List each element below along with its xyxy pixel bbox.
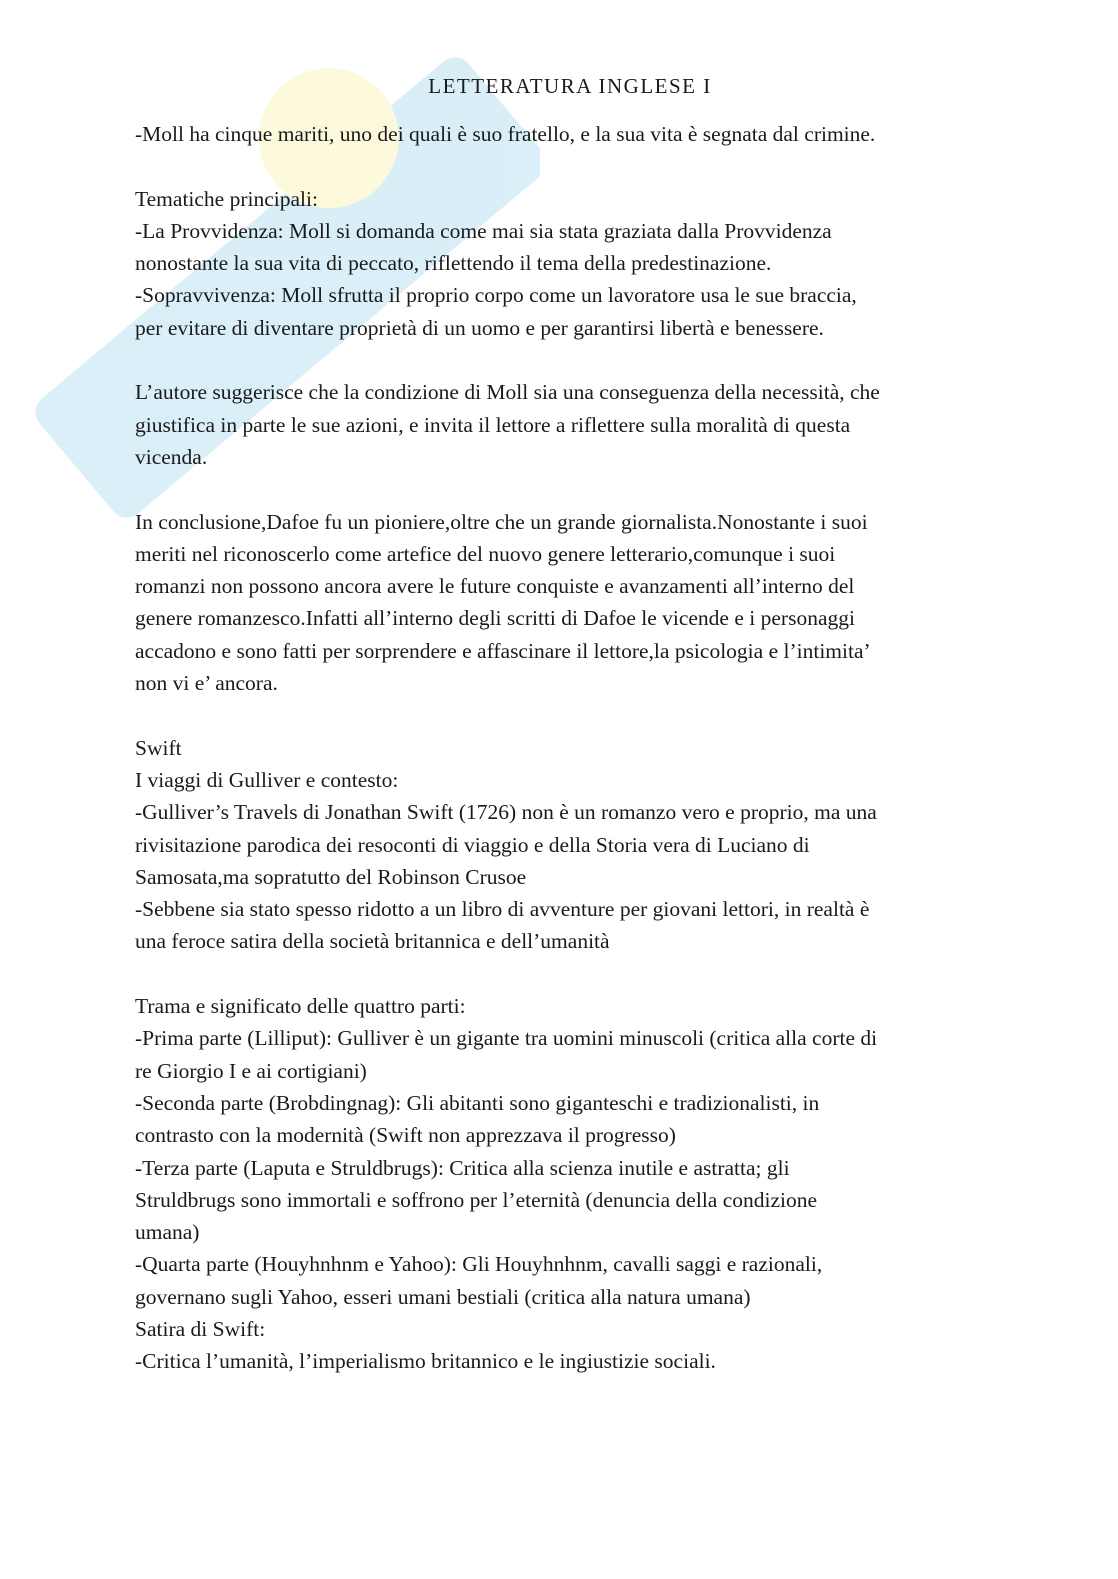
paragraph-moll-husbands [135,118,995,150]
section-heading: Swift [135,735,182,760]
text-line: -Moll ha cinque mariti, uno dei quali è suo fratello, e la sua vita è segnata dal crimine. [135,122,876,146]
paragraph-main-themes [135,183,995,344]
text-line: Samosata,ma sopratutto del Robinson Crusoe [135,864,527,889]
text-line: genere romanzesco.Infatti all’interno degli scritti di Dafoe le vicende e i personaggi [135,606,855,631]
document-page [135,70,995,1378]
subsection-heading: I viaggi di Gulliver e contesto: [135,767,399,792]
text-line: -Terza parte (Laputa e Struldbrugs): Critica alla scienza inutile e astratta; gli [135,1155,790,1180]
text-line: L’autore suggerisce che la condizione di Moll sia una conseguenza della necessità, che [135,380,880,405]
text-line: -Sebbene sia stato spesso ridotto a un libro di avventure per giovani lettori, in realtà è [135,897,870,922]
text-line: -Seconda parte (Brobdingnag): Gli abitanti sono giganteschi e tradizionalisti, in [135,1090,820,1115]
text-line: -La Provvidenza: Moll si domanda come mai sia stata graziata dalla Provvidenza [135,218,832,243]
text-line: umana) [135,1220,200,1245]
page-title: LETTERATURA INGLESE I [428,74,712,98]
text-line: accadono e sono fatti per sorprendere e affascinare il lettore,la psicologia e l’intimita’ [135,638,871,663]
text-line: giustifica in parte le sue azioni, e invita il lettore a riflettere sulla moralità di questa [135,412,851,437]
text-line: Struldbrugs sono immortali e soffrono per l’eternità (denuncia della condizione [135,1187,818,1212]
text-line: vicenda. [135,444,208,469]
text-line: -Gulliver’s Travels di Jonathan Swift (1726) non è un romanzo vero e proprio, ma una [135,800,877,825]
text-line: nonostante la sua vita di peccato, riflettendo il tema della predestinazione. [135,251,772,276]
text-line: per evitare di diventare proprietà di un uomo e per garantirsi libertà e benessere. [135,315,824,340]
text-line: una feroce satira della società britannica e dell’umanità [135,929,610,954]
text-line: rivisitazione parodica dei resoconti di viaggio e della Storia vera di Luciano di [135,832,810,857]
text-line: contrasto con la modernità (Swift non apprezzava il progresso) [135,1123,676,1148]
section-swift [135,732,995,958]
text-line: -Sopravvivenza: Moll sfrutta il proprio corpo come un lavoratore usa le sue braccia, [135,283,857,308]
text-line: governano sugli Yahoo, esseri umani bestiali (critica alla natura umana) [135,1284,751,1309]
text-line: -Quarta parte (Houyhnhnm e Yahoo): Gli Houyhnhnm, cavalli saggi e razionali, [135,1252,823,1277]
subsection-heading: Trama e significato delle quattro parti: [135,994,466,1019]
text-line: -Critica l’umanità, l’imperialismo britannico e le ingiustizie sociali. [135,1349,716,1374]
text-line: non vi e’ ancora. [135,671,278,696]
section-plot-four-parts [135,990,995,1378]
subsection-heading: Satira di Swift: [135,1316,266,1341]
paragraph-author-suggests [135,376,995,473]
paragraph-conclusion [135,506,995,700]
section-heading: Tematiche principali: [135,186,318,211]
text-line: -Prima parte (Lilliput): Gulliver è un gigante tra uomini minuscoli (critica alla corte di [135,1026,878,1051]
text-line: In conclusione,Dafoe fu un pioniere,oltre che un grande giornalista.Nonostante i suoi [135,509,868,534]
text-line: romanzi non possono ancora avere le future conquiste e avanzamenti all’interno del [135,574,855,599]
text-line: re Giorgio I e ai cortigiani) [135,1058,367,1083]
text-line: meriti nel riconoscerlo come artefice del nuovo genere letterario,comunque i suoi [135,541,836,566]
